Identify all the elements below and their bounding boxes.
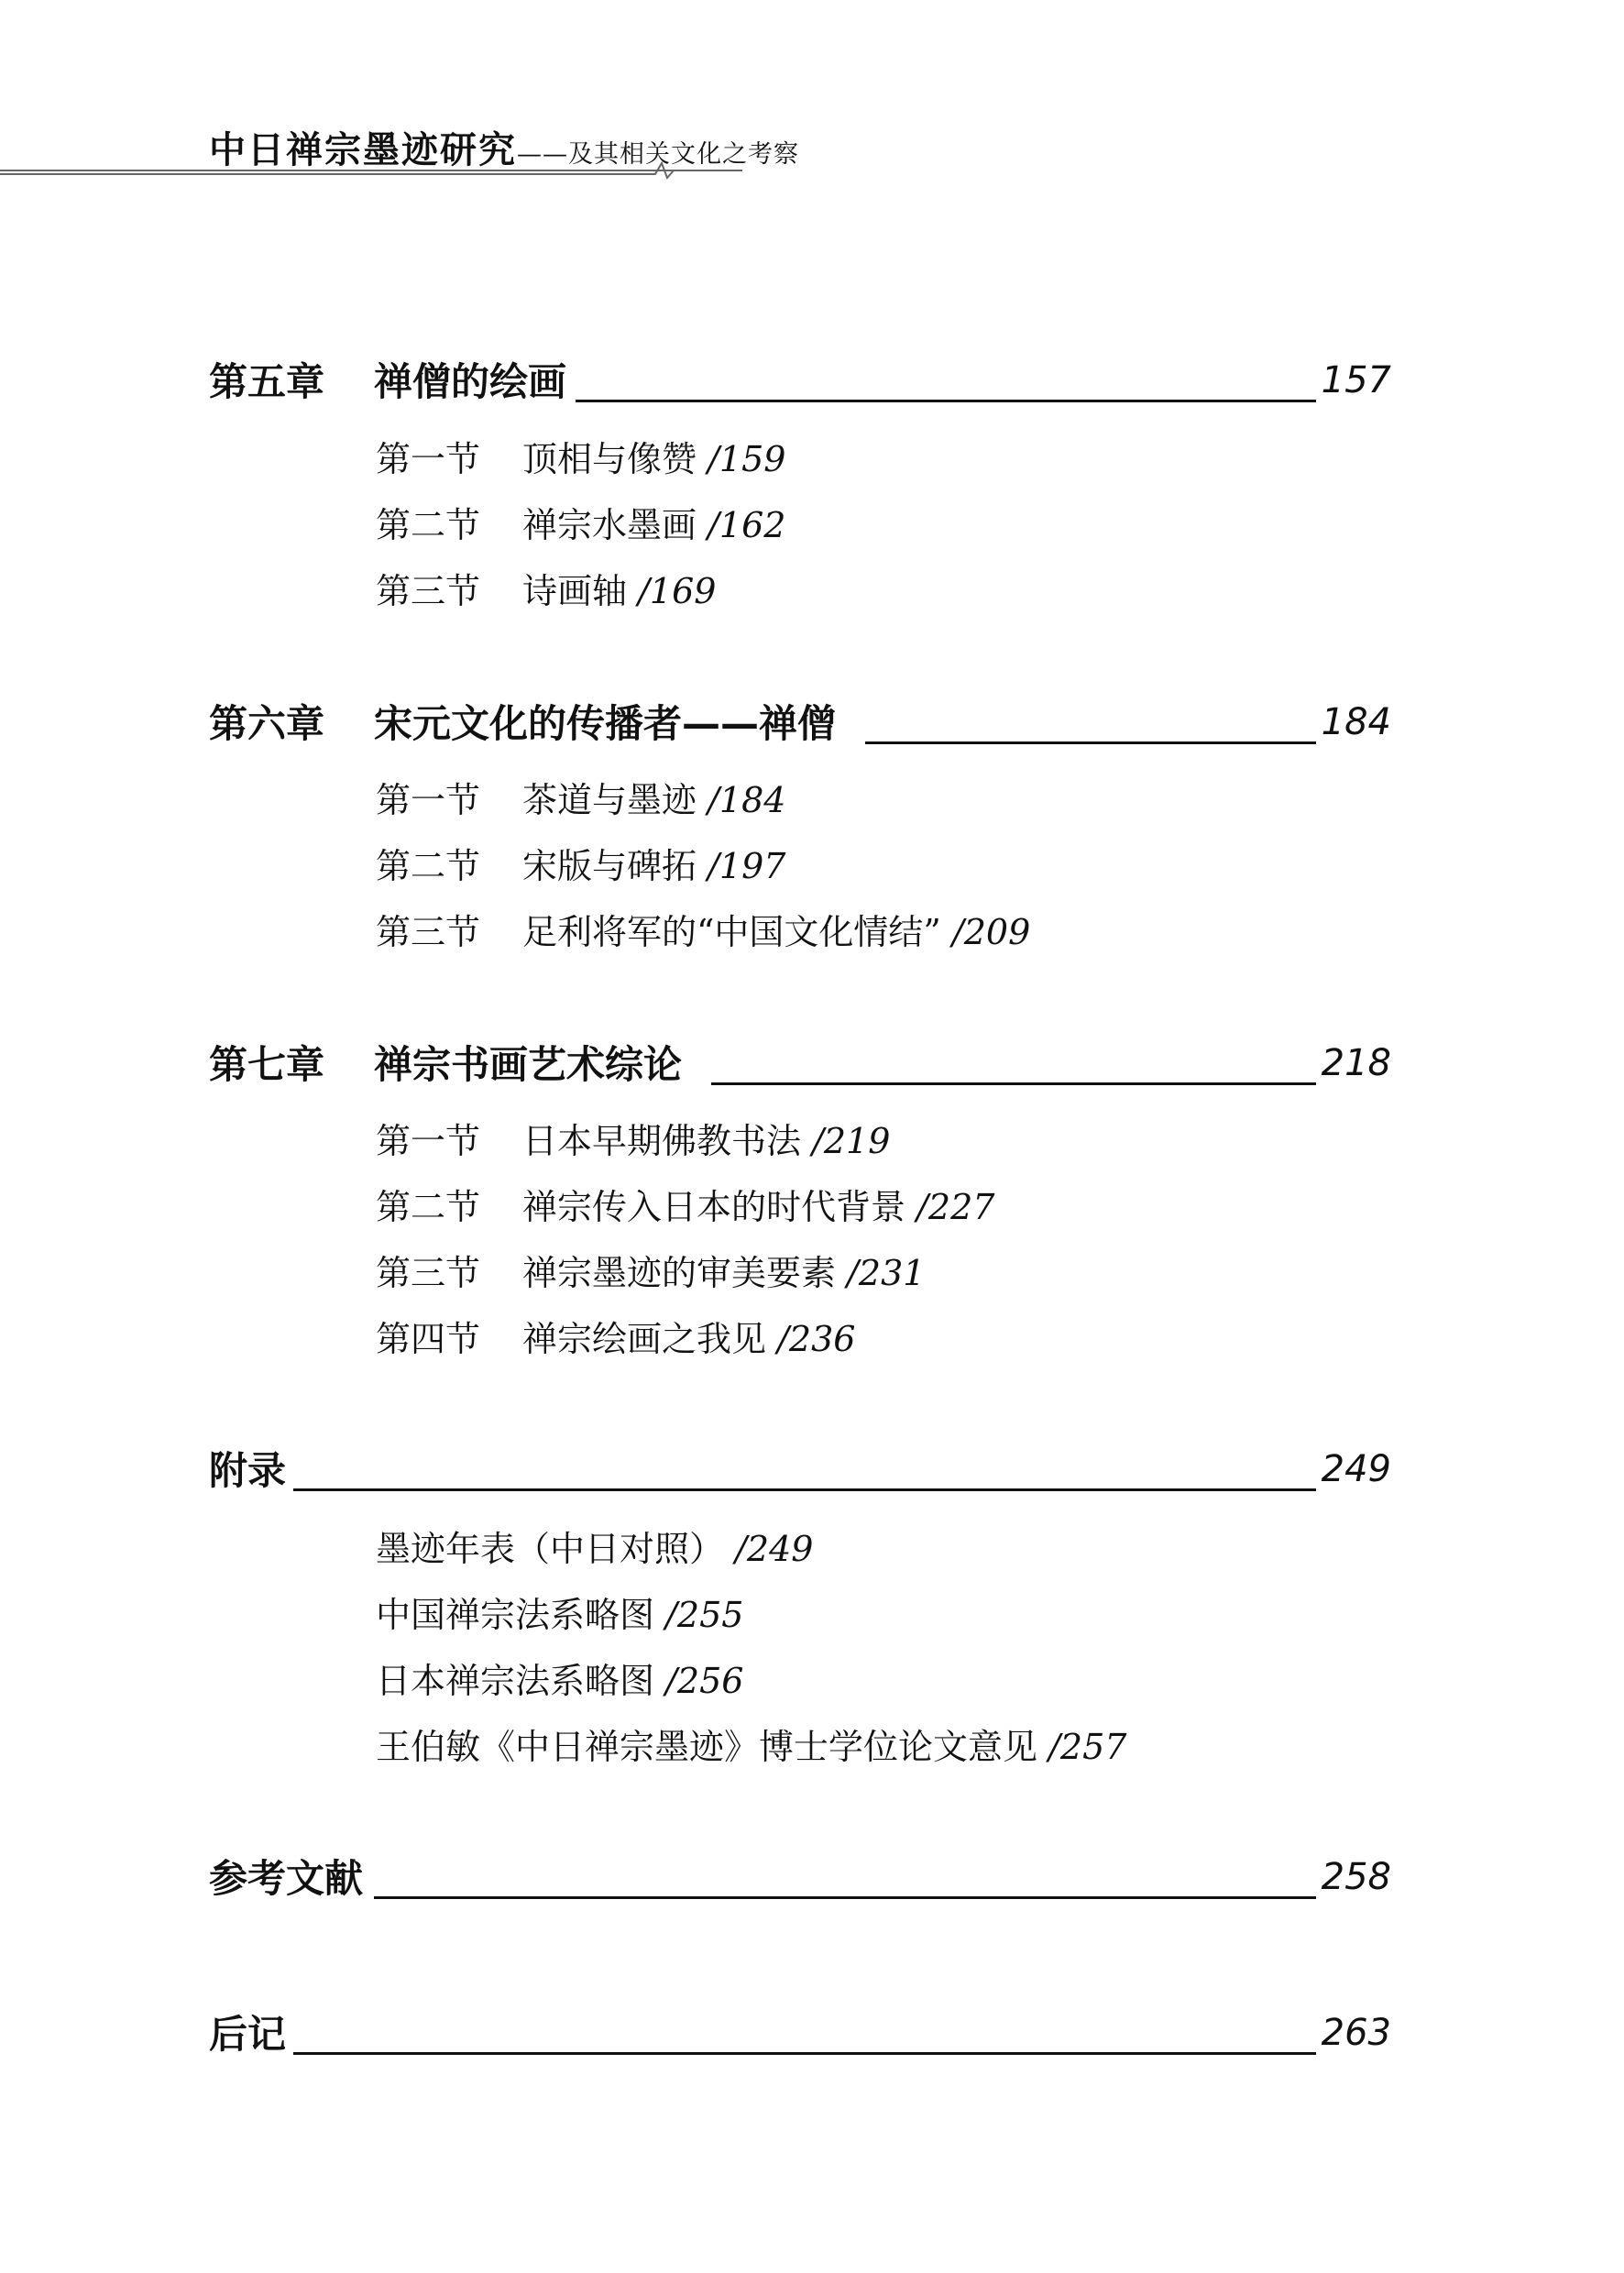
leader-line	[293, 1488, 1316, 1491]
section-page: /184	[708, 780, 786, 820]
section-label: 第二节	[376, 1187, 481, 1227]
section-page: /162	[708, 505, 786, 545]
toc-appendix[interactable]	[209, 1448, 1391, 1503]
section-page: /255	[665, 1595, 744, 1635]
section-label: 第三节	[376, 1253, 481, 1293]
book-subtitle: ——及其相关文化之考察	[517, 140, 799, 169]
chapter-title: 后记	[209, 2012, 287, 2057]
chapter-page: 184	[1321, 701, 1391, 743]
section-title: 日本禅宗法系略图 /256	[376, 1661, 744, 1701]
section-label: 第三节	[376, 571, 481, 611]
section-page: /257	[1048, 1727, 1127, 1767]
leader-line	[865, 741, 1316, 744]
chapter-label: 第五章	[209, 359, 325, 404]
chapter-title: 参考文献	[209, 1856, 364, 1901]
section-title: 日本早期佛教书法 /219	[522, 1121, 891, 1161]
section-title: 禅宗墨迹的审美要素 /231	[522, 1253, 926, 1293]
chapter-title: 附录	[209, 1448, 287, 1493]
leader-line	[374, 1896, 1316, 1899]
chapter-title: 禅僧的绘画	[374, 359, 567, 404]
chapter-title: 宋元文化的传播者——禅僧	[374, 701, 837, 746]
section-title: 顶相与像赞 /159	[522, 439, 786, 479]
section-title: 墨迹年表（中日对照） /249	[376, 1529, 814, 1569]
section-label: 第四节	[376, 1319, 481, 1359]
section-page: /197	[708, 846, 786, 886]
section-page: /249	[735, 1529, 814, 1569]
section-page: /231	[847, 1253, 926, 1293]
section-label: 第一节	[376, 780, 481, 820]
toc-references[interactable]	[209, 1856, 1391, 1911]
section-title: 茶道与墨迹 /184	[522, 780, 786, 820]
section-page: /169	[638, 571, 717, 611]
section-label: 第二节	[376, 846, 481, 886]
chapter-page: 157	[1321, 359, 1391, 401]
section-label: 第三节	[376, 912, 481, 952]
toc-chapter-5[interactable]	[209, 359, 1391, 414]
section-title: 中国禅宗法系略图 /255	[376, 1595, 744, 1635]
book-title: 中日禅宗墨迹研究	[209, 128, 517, 171]
chapter-page: 249	[1321, 1448, 1391, 1490]
section-title: 王伯敏《中日禅宗墨迹》博士学位论文意见 /257	[376, 1727, 1127, 1767]
section-page: /256	[665, 1661, 744, 1701]
chapter-page: 218	[1321, 1042, 1391, 1084]
toc-chapter-7[interactable]	[209, 1042, 1391, 1097]
chapter-page: 263	[1321, 2012, 1391, 2054]
toc-afterword[interactable]	[209, 2012, 1391, 2067]
section-page: /227	[916, 1187, 995, 1227]
section-page: /159	[708, 439, 786, 479]
section-page: /219	[812, 1121, 891, 1161]
section-title: 禅宗绘画之我见 /236	[522, 1319, 856, 1359]
section-title: 禅宗水墨画 /162	[522, 505, 786, 545]
chapter-title: 禅宗书画艺术综论	[374, 1042, 683, 1087]
chapter-page: 258	[1321, 1856, 1391, 1898]
section-page: /236	[777, 1319, 856, 1359]
chapter-label: 第六章	[209, 701, 325, 746]
chapter-label: 第七章	[209, 1042, 325, 1087]
running-header	[0, 103, 799, 185]
toc-chapter-6[interactable]	[209, 701, 1391, 756]
section-title: 足利将军的“中国文化情结” /209	[522, 912, 1031, 952]
leader-line	[711, 1082, 1316, 1085]
section-label: 第二节	[376, 505, 481, 545]
section-label: 第一节	[376, 439, 481, 479]
leader-line	[576, 400, 1316, 402]
section-title: 宋版与碑拓 /197	[522, 846, 786, 886]
section-title: 诗画轴 /169	[522, 571, 717, 611]
section-title: 禅宗传入日本的时代背景 /227	[522, 1187, 995, 1227]
section-label: 第一节	[376, 1121, 481, 1161]
section-page: /209	[951, 912, 1031, 952]
leader-line	[293, 2052, 1316, 2055]
running-header-title	[209, 121, 799, 173]
